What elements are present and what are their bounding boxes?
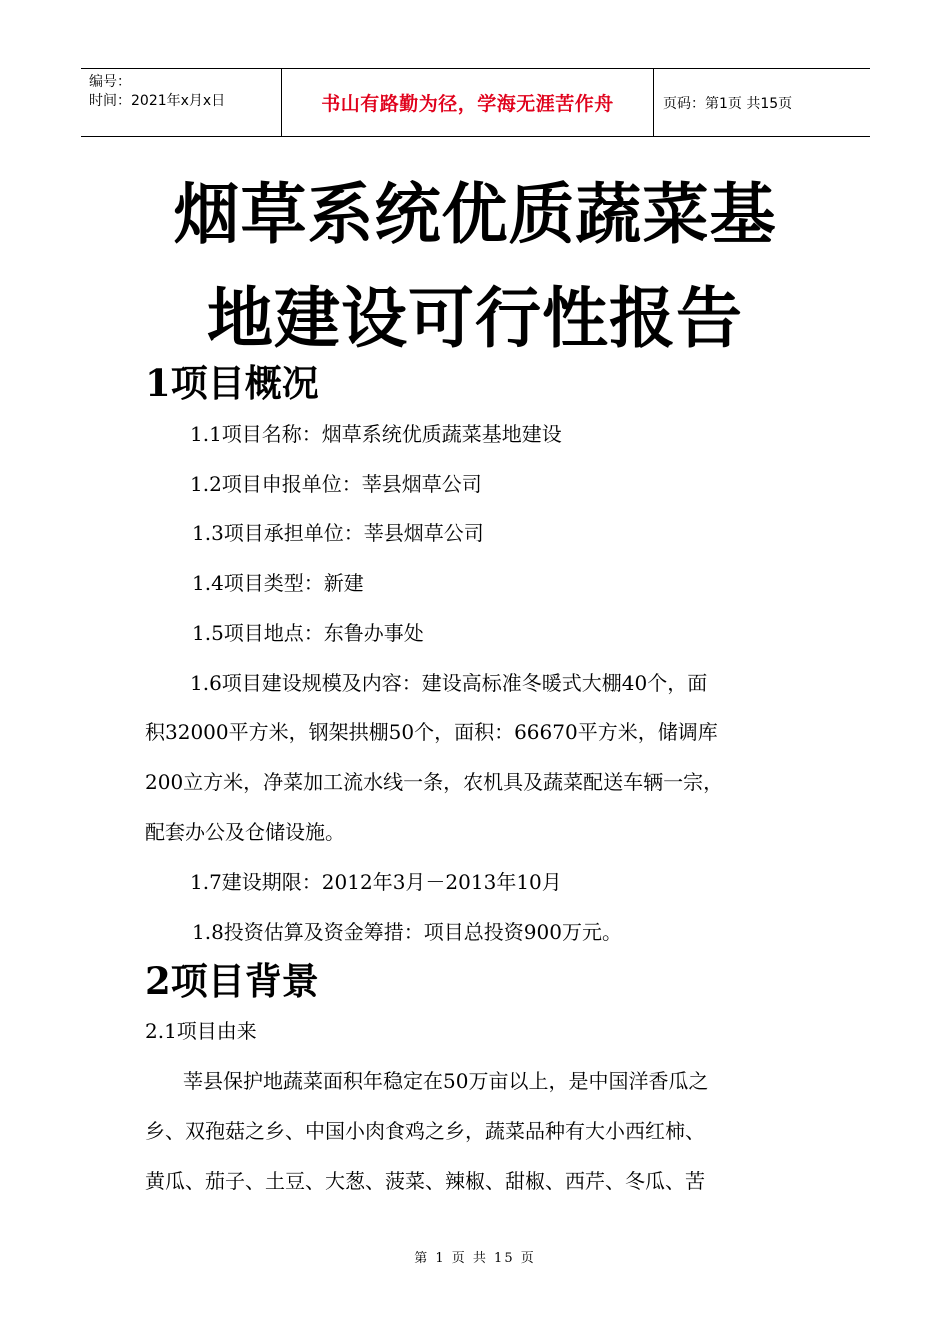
paragraph-line: 黄瓜、茄子、土豆、大葱、菠菜、辣椒、甜椒、西芹、冬瓜、苦 <box>145 1169 705 1193</box>
document-title-line-1: 烟草系统优质蔬菜基 <box>173 176 777 253</box>
document-title-line-2: 地建设可行性报告 <box>207 280 743 357</box>
header-motto: 书山有路勤为径，学海无涯苦作舟 <box>281 69 654 136</box>
header-meta <box>81 69 281 136</box>
paragraph-line: 乡、双孢菇之乡、中国小肉食鸡之乡，蔬菜品种有大小西红柿、 <box>145 1119 705 1143</box>
paragraph-line: 配套办公及仓储设施。 <box>145 820 345 844</box>
page-footer: 第 1 页 共 15 页 <box>414 1251 536 1266</box>
section-2-heading: 2项目背景 <box>145 959 319 1003</box>
time-label: 时间：2021年x月x日 <box>89 93 226 109</box>
subsection-heading: 2.1项目由来 <box>145 1019 257 1043</box>
paragraph-line: 200立方米，净菜加工流水线一条，农机具及蔬菜配送车辆一宗， <box>145 770 724 794</box>
paragraph-line: 1.5项目地点：东鲁办事处 <box>192 621 424 645</box>
section-1-heading: 1项目概况 <box>145 361 319 405</box>
paragraph-line: 1.3项目承担单位：莘县烟草公司 <box>192 521 484 545</box>
paragraph-line: 1.6项目建设规模及内容：建设高标准冬暖式大棚40个，面 <box>190 671 708 695</box>
paragraph-line: 1.4项目类型：新建 <box>192 571 364 595</box>
paragraph-line: 1.8投资估算及资金筹措：项目总投资900万元。 <box>192 920 622 944</box>
paragraph-line: 1.7建设期限：2012年3月－2013年10月 <box>190 870 562 894</box>
paragraph-line: 莘县保护地蔬菜面积年稳定在50万亩以上，是中国洋香瓜之 <box>183 1069 709 1093</box>
number-label: 编号： <box>89 74 131 90</box>
paragraph-line: 积32000平方米，钢架拱棚50个，面积：66670平方米，储调库 <box>145 720 718 744</box>
paragraph-line: 1.2项目申报单位：莘县烟草公司 <box>190 472 482 496</box>
header-page-code: 页码：第1页 共15页 <box>663 95 793 112</box>
paragraph-line: 1.1项目名称：烟草系统优质蔬菜基地建设 <box>190 422 562 446</box>
page-header <box>81 68 870 137</box>
